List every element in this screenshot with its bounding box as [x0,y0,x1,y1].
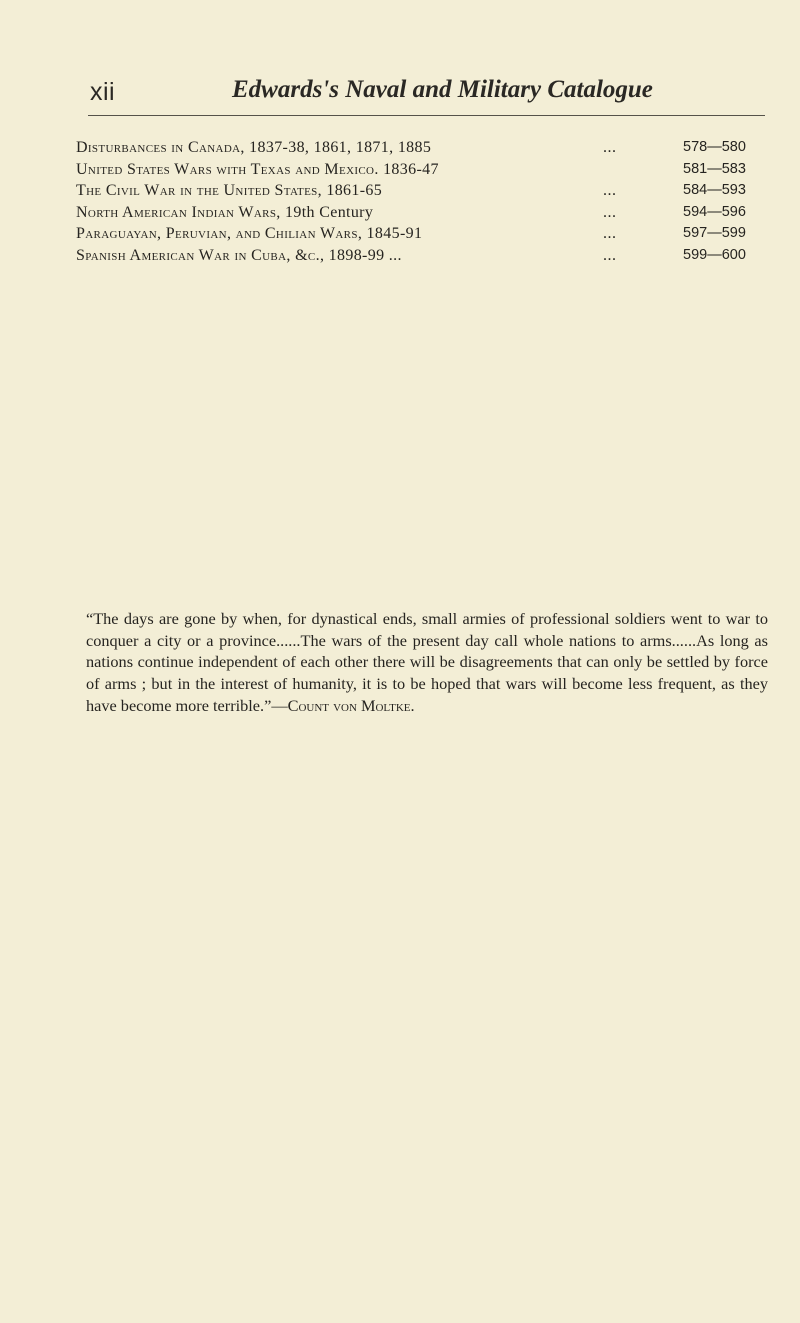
toc-entry [76,223,770,245]
toc-page-range: 599—600 [683,246,746,263]
toc-entry-title: Paraguayan, Peruvian, and Chilian Wars, 1845-91 [76,225,423,243]
quote-author: Count von Moltke. [287,695,415,715]
toc-page-range: 594—596 [683,203,746,220]
running-title: Edwards's Naval and Military Catalogue [232,76,653,103]
toc-entry [76,180,770,202]
moltke-quote [86,608,768,716]
toc-page-range: 581—583 [683,160,746,177]
toc-entry-dates: 1898-99 ... [324,246,402,264]
toc-entry-dates: 1845-91 [362,225,423,243]
toc-leader-dots: ... [603,203,617,221]
page-header [0,0,800,120]
quote-text: “The days are gone by when, for dynastical ends, small armies of professional soldiers went to war to conquer a city or a province......The wars of the present day call whole nations to arms......As long as nations continue independent of each other there will be disagreements that can only be settled by force of arms ; but in the interest of humanity, it is to be hoped that wars will become less frequent, as they have become more terrible.”— [86,609,768,715]
toc-entry-dates: 1861-65 [322,182,383,200]
toc-entry-title: North American Indian Wars, 19th Century [76,203,374,221]
toc-leader-dots: ... [603,225,617,243]
toc-entry [76,202,770,224]
toc-entry [76,159,770,181]
toc-entry-title: Disturbances in Canada, 1837-38, 1861, 1871, 1885 [76,139,432,156]
header-rule [88,115,765,116]
toc-entry-dates: 1836-47 [378,160,439,178]
toc-entry-dates: 1837-38, 1861, 1871, 1885 [244,139,432,156]
toc-entry-title: Spanish American War in Cuba, &c., 1898-99 ... [76,246,402,264]
toc-leader-dots: ... [603,139,617,156]
toc-leader-dots: ... [603,182,617,200]
toc-entry-title: The Civil War in the United States, 1861-65 [76,182,383,200]
toc-page-range: 584—593 [683,182,746,199]
toc-entry [76,137,770,159]
toc-entry-title: United States Wars with Texas and Mexico. 1836-47 [76,160,439,178]
toc-entry-dates: 19th Century [280,203,374,221]
toc-entry [76,245,770,267]
toc-leader-dots: ... [603,246,617,264]
toc-page-range: 597—599 [683,225,746,242]
page-number: xii [90,78,116,106]
toc-page-range: 578—580 [683,139,746,155]
table-of-contents [76,137,770,267]
